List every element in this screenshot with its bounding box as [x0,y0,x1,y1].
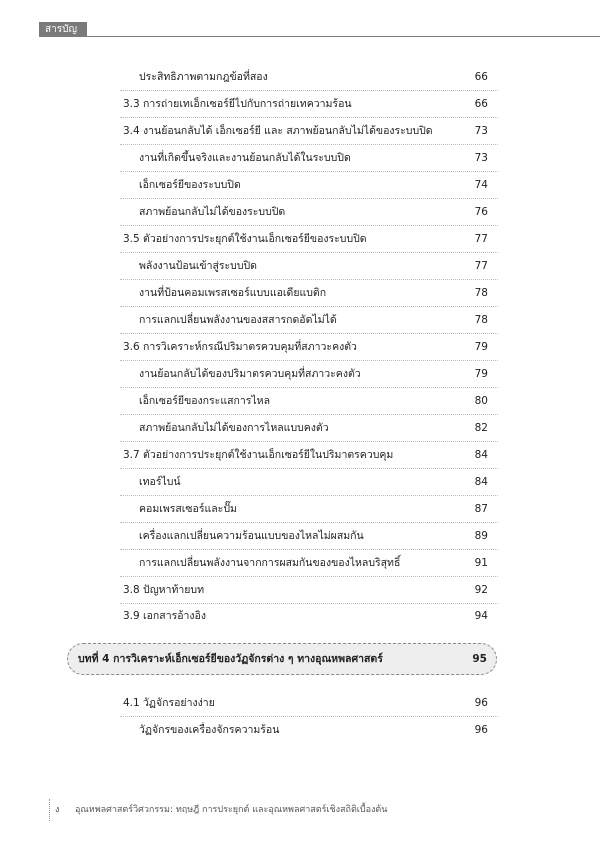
toc-entry-page: 73 [474,152,488,164]
toc-entry-page: 92 [474,584,488,596]
toc-entry-label: 3.8 ปัญหาท้ายบท [123,584,205,596]
toc-entry-page: 82 [474,422,488,434]
toc-entry[interactable] [0,720,600,740]
toc-entry[interactable] [0,94,600,114]
toc-entry-label: 3.4 งานย้อนกลับได้ เอ็กเซอร์ยี และ สภาพย้อนกลับไม่ได้ของระบบปิด [123,125,433,137]
toc-entry-label: เอ็กเซอร์ยีของระบบปิด [139,179,241,191]
divider [120,333,498,334]
footer-book-title: อุณหพลศาสตร์วิศวกรรม: ทฤษฎี การประยุกต์ และอุณหพลศาสตร์เชิงสถิติเบื้องต้น [75,805,388,815]
divider [120,279,498,280]
divider [120,441,498,442]
toc-entry[interactable] [0,283,600,303]
divider [120,414,498,415]
toc-entry-page: 66 [474,98,488,110]
toc-entry[interactable] [0,580,600,600]
toc-entry[interactable] [0,67,600,87]
toc-entry-label: สภาพย้อนกลับไม่ได้ของการไหลแบบคงตัว [139,422,329,434]
divider [120,117,498,118]
divider [120,144,498,145]
toc-entry-page: 66 [474,71,488,83]
chapter-page: 95 [472,653,487,665]
toc-entry-page: 76 [474,206,488,218]
divider [120,495,498,496]
toc-entry[interactable] [0,553,600,573]
divider [120,171,498,172]
toc-entry-label: เทอร์ไบน์ [139,476,181,488]
toc-entry[interactable] [0,337,600,357]
divider [120,576,498,577]
toc-entry[interactable] [0,472,600,492]
toc-entry-page: 84 [474,449,488,461]
divider [120,603,498,604]
toc-entry-label: สภาพย้อนกลับไม่ได้ของระบบปิด [139,206,286,218]
toc-entry-label: การแลกเปลี่ยนพลังงานจากการผสมกันของของไหลบริสุทธิ์ [139,557,401,569]
toc-entry-label: เครื่องแลกเปลี่ยนความร้อนแบบของไหลไม่ผสมกัน [139,530,364,542]
toc-entry[interactable] [0,391,600,411]
toc-entry-label: 4.1 วัฏจักรอย่างง่าย [123,697,215,709]
toc-entry-page: 78 [474,287,488,299]
toc-entry-page: 78 [474,314,488,326]
divider [120,387,498,388]
divider [120,90,498,91]
divider [120,225,498,226]
toc-entry-label: ประสิทธิภาพตามกฎข้อที่สอง [139,71,268,83]
footer-rule [49,799,51,821]
toc-entry[interactable] [0,229,600,249]
toc-entry-page: 91 [474,557,488,569]
toc-entry-page: 77 [474,260,488,272]
toc-entry-label: 3.7 ตัวอย่างการประยุกต์ใช้งานเอ็กเซอร์ยีในปริมาตรควบคุม [123,449,394,461]
toc-entry[interactable] [0,445,600,465]
divider [120,716,498,717]
toc-entry[interactable] [0,526,600,546]
toc-entry-page: 79 [474,341,488,353]
toc-entry[interactable] [0,693,600,713]
toc-entry-label: 3.5 ตัวอย่างการประยุกต์ใช้งานเอ็กเซอร์ยีของระบบปิด [123,233,367,245]
chapter-heading[interactable] [67,643,497,675]
toc-entry[interactable] [0,256,600,276]
toc-entry-label: การแลกเปลี่ยนพลังงานของสสารกดอัดไม่ได้ [139,314,337,326]
toc-entry-label: 3.6 การวิเคราะห์กรณีปริมาตรควบคุมที่สภาวะคงตัว [123,341,357,353]
toc-entry-label: งานย้อนกลับได้ของปริมาตรควบคุมที่สภาวะคงตัว [139,368,361,380]
toc-entry-page: 94 [474,610,488,622]
toc-entry[interactable] [0,202,600,222]
toc-entry[interactable] [0,148,600,168]
toc-entry[interactable] [0,310,600,330]
divider [120,252,498,253]
toc-entry[interactable] [0,606,600,626]
toc-entry-page: 89 [474,530,488,542]
toc-entry-label: วัฏจักรของเครื่องจักรความร้อน [139,724,280,736]
toc-entry-label: งานที่ป้อนคอมเพรสเซอร์แบบแอเดียแบติก [139,287,327,299]
divider [120,468,498,469]
divider [120,198,498,199]
footer-page-number: ง [55,805,60,815]
toc-entry-page: 79 [474,368,488,380]
divider [120,306,498,307]
toc-entry[interactable] [0,121,600,141]
toc-entry[interactable] [0,418,600,438]
toc-entry-page: 87 [474,503,488,515]
divider [120,549,498,550]
header-tab: สารบัญ [39,22,87,37]
toc-entry-label: พลังงานป้อนเข้าสู่ระบบปิด [139,260,257,272]
toc-entry-page: 77 [474,233,488,245]
toc-entry-page: 96 [474,724,488,736]
toc-entry-label: คอมเพรสเซอร์และปั๊ม [139,503,237,515]
toc-entry[interactable] [0,364,600,384]
toc-entry-page: 84 [474,476,488,488]
toc-entry-page: 96 [474,697,488,709]
toc-entry-label: 3.9 เอกสารอ้างอิง [123,610,206,622]
toc-entry-label: 3.3 การถ่ายเทเอ็กเซอร์ยีไปกับการถ่ายเทความร้อน [123,98,352,110]
chapter-title: บทที่ 4 การวิเคราะห์เอ็กเซอร์ยีของวัฏจักรต่าง ๆ ทางอุณหพลศาสตร์ [78,653,383,665]
toc-entry-label: งานที่เกิดขึ้นจริงและงานย้อนกลับได้ในระบบปิด [139,152,351,164]
toc-entry-label: เอ็กเซอร์ยีของกระแสการไหล [139,395,271,407]
divider [120,360,498,361]
toc-entry-page: 74 [474,179,488,191]
divider [120,522,498,523]
toc-entry-page: 73 [474,125,488,137]
header-rule [39,36,600,37]
toc-entry[interactable] [0,175,600,195]
toc-entry[interactable] [0,499,600,519]
toc-entry-page: 80 [474,395,488,407]
